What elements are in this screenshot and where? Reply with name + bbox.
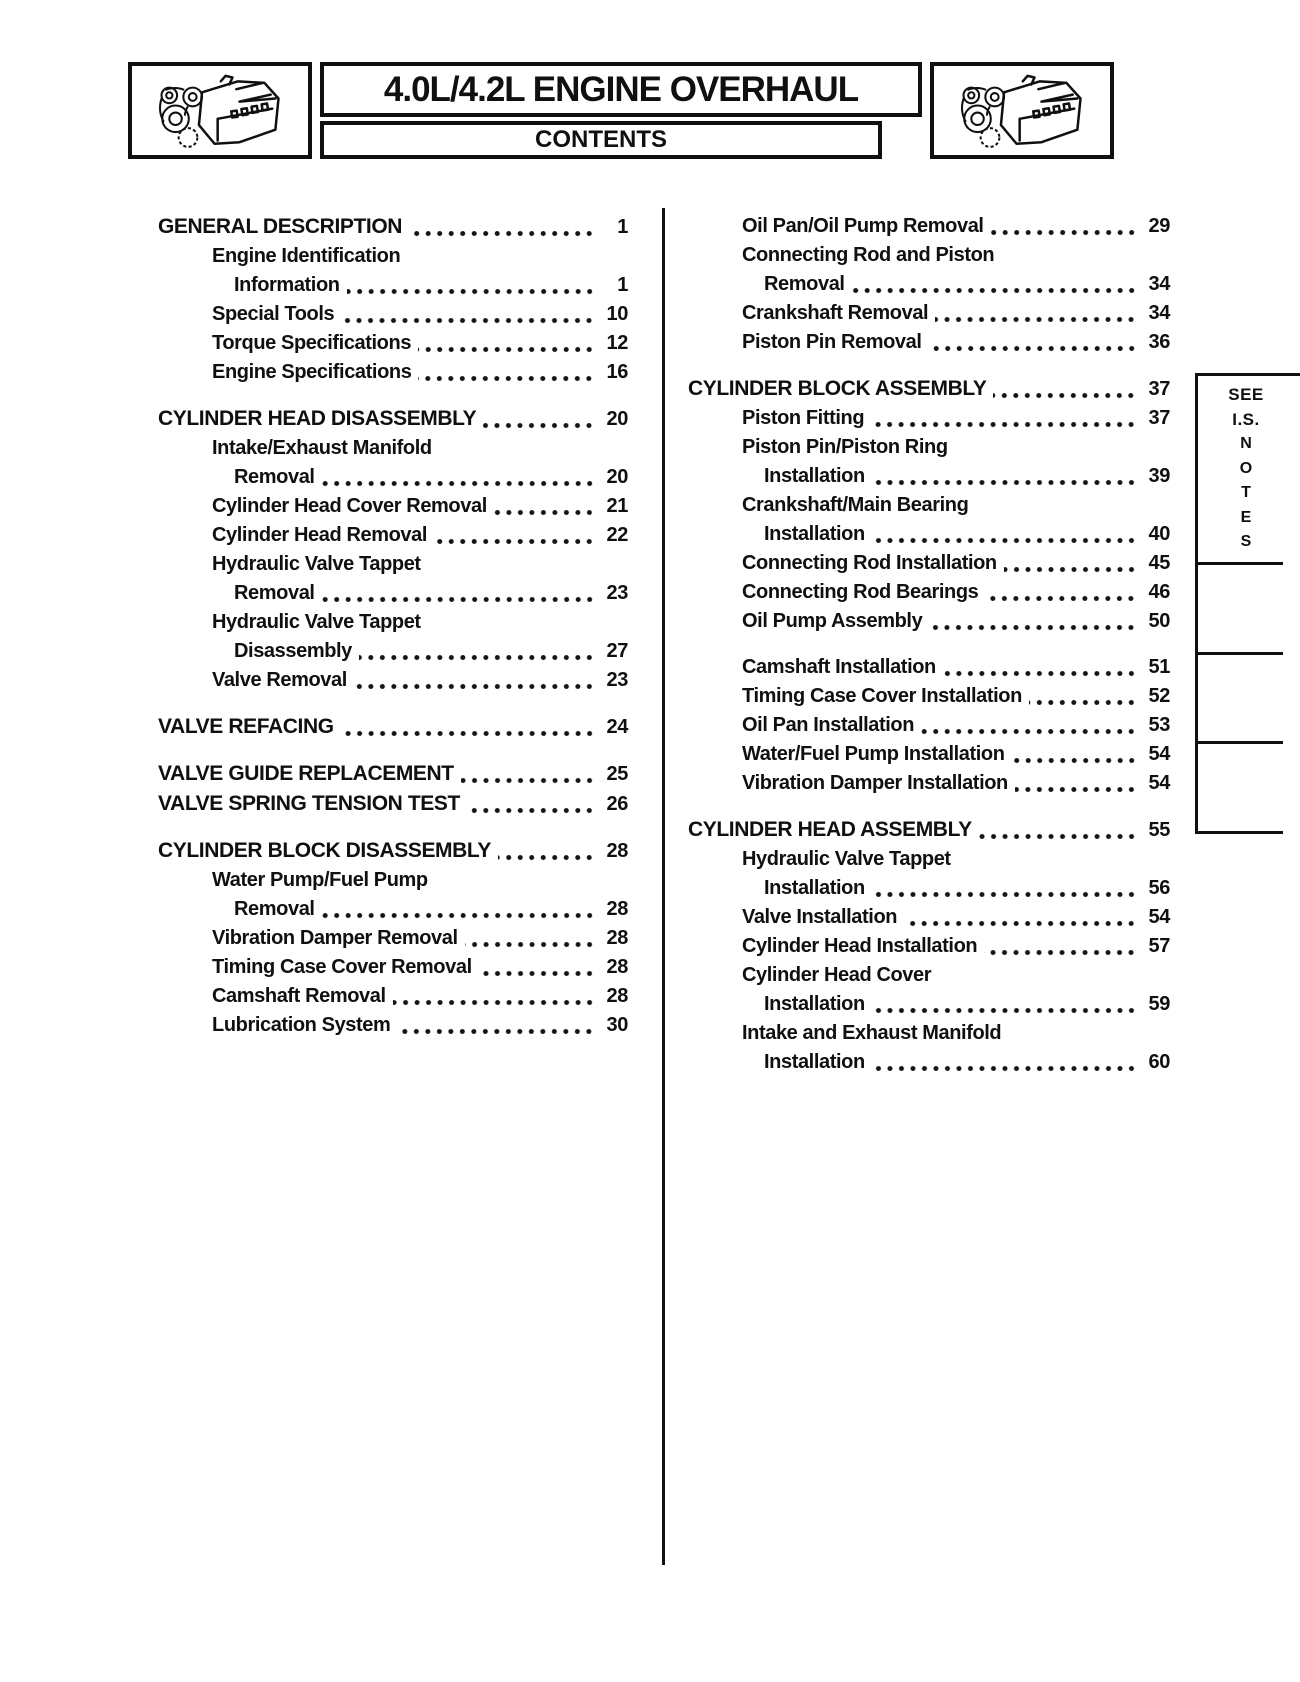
toc-entry (688, 903, 1170, 932)
toc-entry (158, 271, 628, 300)
dot-leader (1015, 786, 1137, 793)
toc-entry-page: 54 (1148, 906, 1170, 928)
toc-entry-page: 28 (606, 898, 628, 920)
toc-entry (158, 492, 628, 521)
toc-entry-page: 52 (1148, 685, 1170, 707)
toc-entry-label: VALVE SPRING TENSION TEST (158, 792, 460, 815)
toc-entry (158, 434, 628, 463)
toc-entry (688, 845, 1170, 874)
toc-entry-label: Installation (764, 523, 865, 545)
dot-leader (409, 230, 595, 237)
toc-entry (688, 607, 1170, 636)
toc-entry (158, 242, 628, 271)
toc-entry-label: Cylinder Head Cover (742, 964, 932, 986)
toc-entry-page: 56 (1148, 877, 1170, 899)
toc-entry (158, 712, 628, 742)
see-is-notes-tab (1200, 382, 1292, 555)
notes-tab-border (1195, 373, 1198, 834)
dot-leader (393, 999, 595, 1006)
dot-leader (872, 479, 1137, 486)
toc-entry-page: 50 (1148, 610, 1170, 632)
toc-entry-label: GENERAL DESCRIPTION (158, 215, 403, 238)
dot-leader (1012, 757, 1137, 764)
page-title: 4.0L/4.2L ENGINE OVERHAUL (383, 69, 859, 109)
dot-leader (498, 854, 595, 861)
dot-leader (935, 316, 1137, 323)
toc-entry-label: VALVE REFACING (158, 715, 334, 738)
toc-entry-label: Removal (234, 466, 315, 488)
toc-entry-label: Valve Installation (742, 906, 898, 928)
dot-leader (993, 392, 1137, 399)
dot-leader (341, 730, 595, 737)
dot-leader (872, 891, 1137, 898)
is-notes-letter: N (1240, 435, 1252, 452)
toc-entry-label: Engine Specifications (212, 361, 412, 383)
toc-entry (688, 815, 1170, 845)
toc-entry-label: Piston Pin/Piston Ring (742, 436, 948, 458)
toc-entry (158, 924, 628, 953)
title-box (320, 62, 922, 117)
toc-entry (688, 549, 1170, 578)
toc-entry-label: Lubrication System (212, 1014, 391, 1036)
toc-entry-page: 30 (606, 1014, 628, 1036)
toc-entry-label: Cylinder Head Installation (742, 935, 978, 957)
is-notes-letter: S (1240, 533, 1252, 550)
toc-entry-label: Engine Identification (212, 245, 401, 267)
toc-entry-page: 57 (1148, 935, 1170, 957)
dot-leader (904, 920, 1137, 927)
see-label: SEE (1228, 385, 1264, 404)
toc-entry-label: Installation (764, 877, 865, 899)
toc-entry (688, 932, 1170, 961)
toc-entry-page: 45 (1148, 552, 1170, 574)
toc-entry-label: Information (234, 274, 340, 296)
toc-entry (688, 1048, 1170, 1077)
toc-entry (688, 874, 1170, 903)
toc-entry-label: Crankshaft/Main Bearing (742, 494, 969, 516)
toc-entry (158, 637, 628, 666)
dot-leader (347, 288, 595, 295)
notes-divider-line (1195, 831, 1283, 834)
toc-entry (158, 521, 628, 550)
contents-heading: CONTENTS (535, 126, 667, 153)
toc-entry (688, 270, 1170, 299)
dot-leader (322, 596, 595, 603)
toc-entry (688, 462, 1170, 491)
toc-entry (688, 769, 1170, 798)
dot-leader (921, 728, 1137, 735)
notes-divider-line (1195, 741, 1283, 744)
toc-entry-page: 37 (1148, 407, 1170, 429)
toc-entry-label: Removal (234, 582, 315, 604)
toc-entry-page: 37 (1148, 378, 1170, 400)
toc-entry (158, 358, 628, 387)
toc-entry (688, 711, 1170, 740)
is-notes-letter: O (1239, 459, 1253, 477)
toc-entry-page: 24 (606, 716, 628, 738)
dot-leader (943, 670, 1137, 677)
engine-icon (942, 72, 1102, 150)
toc-entry-label: Intake and Exhaust Manifold (742, 1022, 1002, 1044)
toc-entry-page: 12 (606, 332, 628, 354)
toc-entry-label: Torque Specifications (212, 332, 412, 354)
dot-leader (985, 595, 1137, 602)
toc-entry-page: 54 (1148, 772, 1170, 794)
toc-entry-label: Vibration Damper Installation (742, 772, 1008, 794)
toc-entry (158, 759, 628, 789)
toc-entry-label: Camshaft Installation (742, 656, 936, 678)
toc-entry-label: Removal (234, 898, 315, 920)
toc-entry-label: CYLINDER BLOCK ASSEMBLY (688, 377, 987, 400)
toc-entry-label: Camshaft Removal (212, 985, 386, 1007)
dot-leader (872, 1007, 1137, 1014)
toc-entry-label: Oil Pump Assembly (742, 610, 923, 632)
toc-entry-page: 53 (1148, 714, 1170, 736)
toc-entry (688, 212, 1170, 241)
toc-entry-page: 39 (1148, 465, 1170, 487)
notes-vertical-letters (1200, 432, 1292, 555)
dot-leader (467, 807, 595, 814)
toc-entry-label: Disassembly (234, 640, 352, 662)
toc-entry (688, 961, 1170, 990)
toc-entry (688, 241, 1170, 270)
toc-entry-label: Piston Fitting (742, 407, 865, 429)
toc-entry-page: 1 (617, 274, 628, 296)
dot-leader (852, 287, 1137, 294)
toc-entry (688, 740, 1170, 769)
toc-entry (158, 212, 628, 242)
dot-leader (461, 777, 595, 784)
dot-leader (479, 970, 595, 977)
toc-entry (158, 789, 628, 819)
toc-entry-page: 36 (1148, 331, 1170, 353)
toc-entry (688, 682, 1170, 711)
toc-entry-page: 26 (606, 793, 628, 815)
toc-entry-label: Valve Removal (212, 669, 347, 691)
toc-entry-label: Installation (764, 1051, 865, 1073)
toc-entry (158, 982, 628, 1011)
toc-entry-label: Installation (764, 465, 865, 487)
toc-entry-label: Oil Pan/Oil Pump Removal (742, 215, 984, 237)
toc-entry-page: 28 (606, 927, 628, 949)
toc-entry-page: 10 (606, 303, 628, 325)
toc-entry-label: Intake/Exhaust Manifold (212, 437, 432, 459)
toc-entry-page: 27 (606, 640, 628, 662)
toc-entry-page: 20 (606, 466, 628, 488)
toc-entry-page: 40 (1148, 523, 1170, 545)
dot-leader (341, 317, 595, 324)
toc-entry (158, 608, 628, 637)
notes-divider-line (1195, 562, 1283, 565)
toc-entry-page: 25 (606, 763, 628, 785)
toc-entry-page: 28 (606, 985, 628, 1007)
toc-entry (158, 866, 628, 895)
toc-entry (158, 329, 628, 358)
dot-leader (418, 346, 595, 353)
toc-entry-page: 23 (606, 669, 628, 691)
toc-entry-label: Crankshaft Removal (742, 302, 929, 324)
dot-leader (1029, 699, 1137, 706)
dot-leader (871, 421, 1137, 428)
toc-entry (158, 579, 628, 608)
toc-entry (158, 404, 628, 434)
toc-entry (688, 299, 1170, 328)
toc-entry-page: 23 (606, 582, 628, 604)
dot-leader (929, 624, 1137, 631)
toc-column-right (688, 212, 1170, 1077)
toc-entry-page: 60 (1148, 1051, 1170, 1073)
is-notes-letter: E (1240, 508, 1252, 526)
toc-entry-page: 59 (1148, 993, 1170, 1015)
toc-entry-label: Special Tools (212, 303, 335, 325)
toc-entry (158, 463, 628, 492)
toc-entry-label: Connecting Rod Bearings (742, 581, 979, 603)
toc-entry-page: 34 (1148, 273, 1170, 295)
dot-leader (397, 1028, 595, 1035)
toc-entry-label: Hydraulic Valve Tappet (212, 611, 421, 633)
toc-entry-page: 20 (606, 408, 628, 430)
dot-leader (872, 537, 1137, 544)
toc-entry (688, 653, 1170, 682)
toc-entry-label: Connecting Rod and Piston (742, 244, 995, 266)
contents-box (320, 121, 882, 159)
toc-entry-label: Cylinder Head Cover Removal (212, 495, 487, 517)
toc-entry (158, 953, 628, 982)
engine-icon-box-left (128, 62, 312, 159)
toc-entry-page: 28 (606, 956, 628, 978)
toc-entry (688, 374, 1170, 404)
dot-leader (991, 229, 1137, 236)
toc-entry-label: Connecting Rod Installation (742, 552, 997, 574)
toc-entry-label: CYLINDER BLOCK DISASSEMBLY (158, 839, 492, 862)
dot-leader (434, 538, 595, 545)
toc-entry (158, 895, 628, 924)
toc-entry-label: Timing Case Cover Installation (742, 685, 1022, 707)
toc-entry-label: VALVE GUIDE REPLACEMENT (158, 762, 454, 785)
toc-entry-page: 22 (606, 524, 628, 546)
dot-leader (984, 949, 1137, 956)
notes-divider-line (1195, 373, 1300, 376)
toc-entry (688, 990, 1170, 1019)
dot-leader (483, 422, 595, 429)
dot-leader (322, 912, 595, 919)
is-label: I.S. (1232, 410, 1260, 429)
toc-entry-label: CYLINDER HEAD DISASSEMBLY (158, 407, 477, 430)
toc-entry (688, 404, 1170, 433)
toc-entry-page: 55 (1148, 819, 1170, 841)
is-notes-letter: T (1241, 484, 1251, 501)
toc-entry-page: 34 (1148, 302, 1170, 324)
dot-leader (418, 375, 595, 382)
toc-entry-page: 51 (1148, 656, 1170, 678)
toc-entry-label: Oil Pan Installation (742, 714, 915, 736)
toc-entry-label: Timing Case Cover Removal (212, 956, 472, 978)
notes-divider-line (1195, 652, 1283, 655)
engine-icon-box-right (930, 62, 1114, 159)
toc-entry-page: 16 (606, 361, 628, 383)
toc-entry (158, 836, 628, 866)
toc-entry-label: Installation (764, 993, 865, 1015)
toc-entry (158, 666, 628, 695)
toc-entry-label: Water/Fuel Pump Installation (742, 743, 1005, 765)
column-divider-line (662, 208, 665, 1565)
toc-entry-page: 28 (606, 840, 628, 862)
toc-entry (688, 433, 1170, 462)
toc-entry (688, 1019, 1170, 1048)
dot-leader (494, 509, 595, 516)
toc-entry (158, 550, 628, 579)
toc-entry-label: Vibration Damper Removal (212, 927, 458, 949)
engine-icon (140, 72, 300, 150)
toc-entry-label: Removal (764, 273, 845, 295)
toc-column-left (158, 212, 628, 1040)
toc-entry-label: Hydraulic Valve Tappet (742, 848, 951, 870)
toc-entry (158, 1011, 628, 1040)
dot-leader (322, 480, 595, 487)
dot-leader (929, 345, 1137, 352)
toc-entry (688, 520, 1170, 549)
toc-entry-page: 46 (1148, 581, 1170, 603)
toc-entry-page: 29 (1148, 215, 1170, 237)
toc-entry-label: Piston Pin Removal (742, 331, 922, 353)
toc-entry-page: 21 (606, 495, 628, 517)
dot-leader (979, 833, 1137, 840)
toc-entry (158, 300, 628, 329)
toc-entry (688, 578, 1170, 607)
toc-entry-label: CYLINDER HEAD ASSEMBLY (688, 818, 972, 841)
toc-entry-label: Hydraulic Valve Tappet (212, 553, 421, 575)
toc-entry-page: 54 (1148, 743, 1170, 765)
dot-leader (872, 1065, 1137, 1072)
toc-entry (688, 328, 1170, 357)
dot-leader (465, 941, 595, 948)
toc-entry-page: 1 (617, 216, 628, 238)
dot-leader (1004, 566, 1137, 573)
dot-leader (359, 654, 595, 661)
toc-entry-label: Cylinder Head Removal (212, 524, 428, 546)
toc-entry (688, 491, 1170, 520)
dot-leader (354, 683, 595, 690)
toc-entry-label: Water Pump/Fuel Pump (212, 869, 428, 891)
